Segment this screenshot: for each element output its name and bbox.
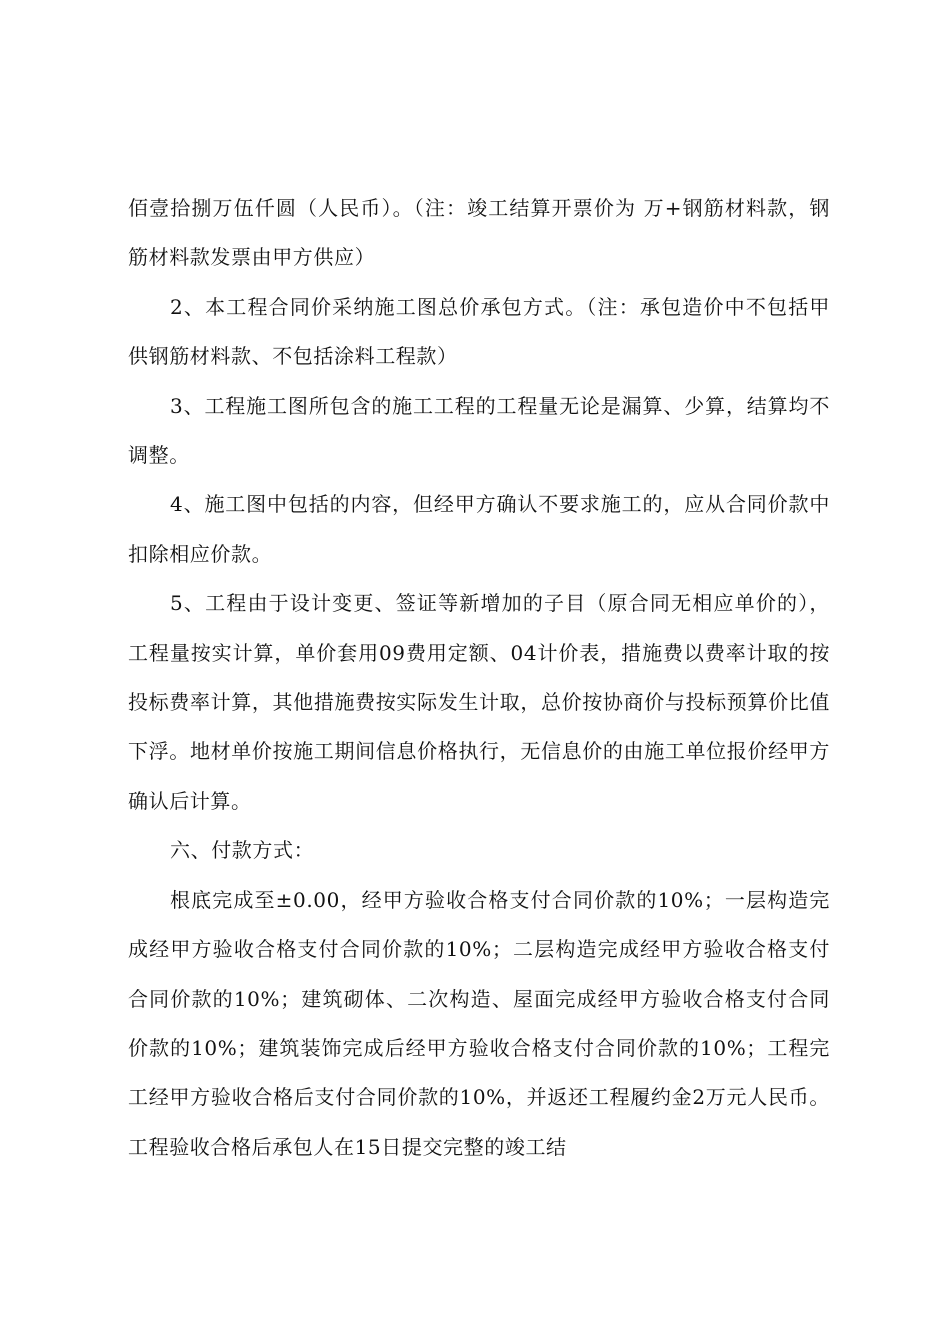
- paragraph-payment-terms: 根底完成至±0.00，经甲方验收合格支付合同价款的10%；一层构造完成经甲方验收合格支付合同价款的10%；二层构造完成经甲方验收合格支付合同价款的10%；建筑砌体、二次构造、屋面完成经甲方验收合格支付合同价款的10%；建筑装饰完成后经甲方验收合格支付合同价款的10%；工程完工经甲方验收合格后支付合同价款的10%，并返还工程履约金2万元人民币。工程验收合格后承包人在15日提交完整的竣工结: [128, 887, 830, 1159]
- paragraph-item-5: 5、工程由于设计变更、签证等新增加的子目（原合同无相应单价的），工程量按实计算，单价套用09费用定额、04计价表，措施费以费率计取的按投标费率计算，其他措施费按实际发生计取，总价按协商价与投标预算价比值下浮。地材单价按施工期间信息价格执行，无信息价的由施工单位报价经甲方确认后计算。: [128, 591, 830, 813]
- section-heading-payment: 六、付款方式：: [170, 838, 315, 863]
- paragraph-item-2: 2、本工程合同价采纳施工图总价承包方式。（注：承包造价中不包括甲供钢筋材料款、不包括涂料工程款）: [128, 294, 830, 369]
- paragraph-item-3: 3、工程施工图所包含的施工工程的工程量无论是漏算、少算，结算均不调整。: [128, 393, 830, 468]
- paragraph-item-4: 4、施工图中包括的内容，但经甲方确认不要求施工的，应从合同价款中扣除相应价款。: [128, 492, 830, 566]
- document-body: [128, 184, 830, 1172]
- paragraph-continuation: 佰壹拾捌万伍仟圆（人民币）。（注：竣工结算开票价为 万+钢筋材料款，钢筋材料款发票由甲方供应）: [128, 196, 830, 270]
